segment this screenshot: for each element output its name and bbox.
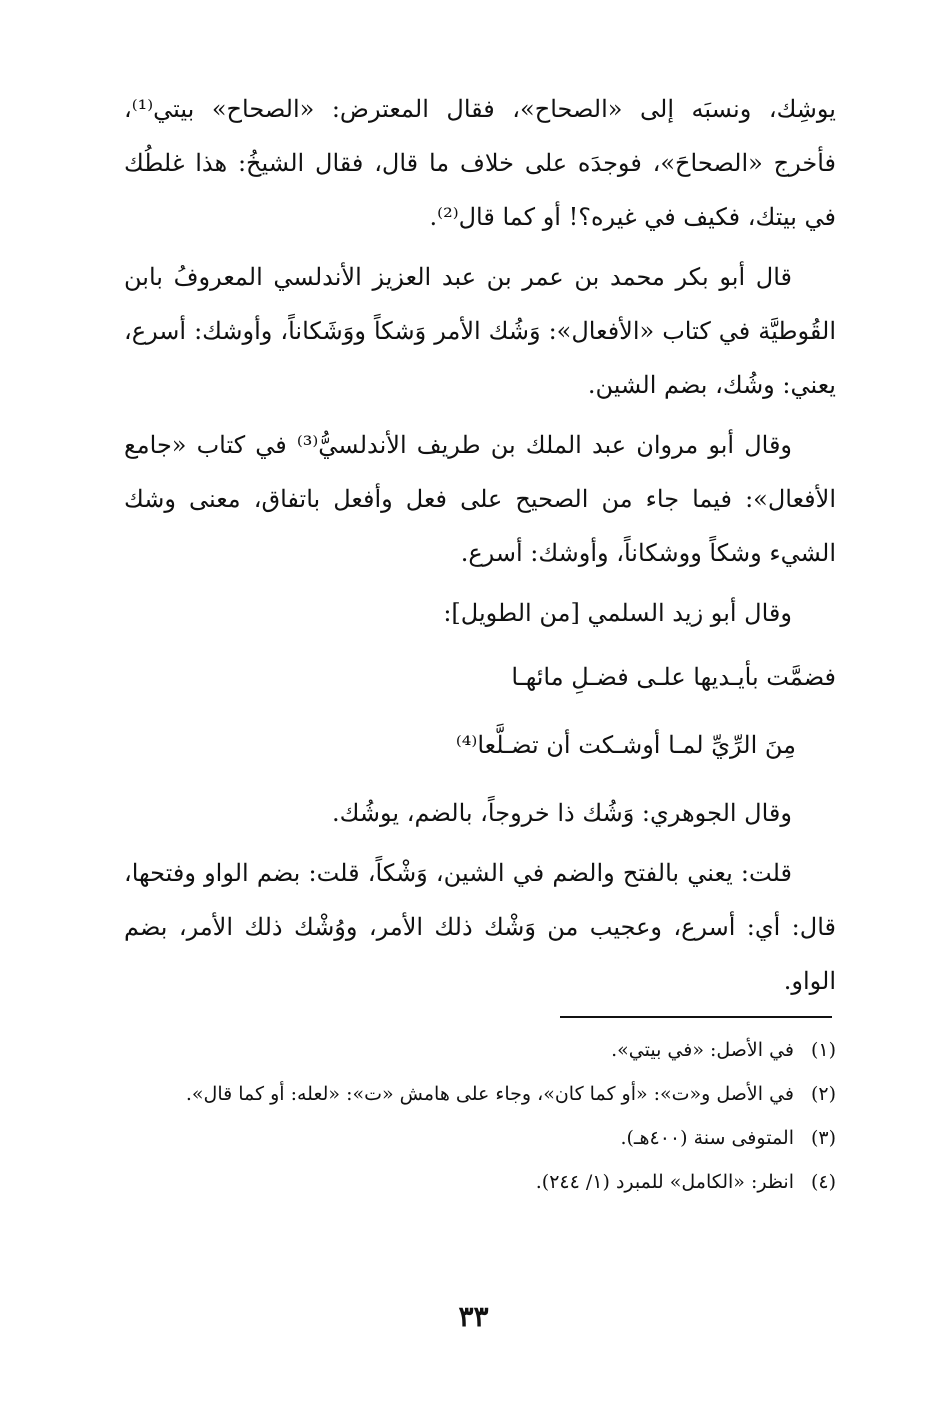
- footnote-divider: [560, 1016, 832, 1018]
- footnote-text: المتوفى سنة (٤٠٠هـ).: [620, 1127, 794, 1149]
- footnote-text: انظر: «الكامل» للمبرد (١/ ٢٤٤).: [535, 1171, 794, 1193]
- paragraph: قال أبو بكر محمد بن عمر بن عبد العزيز الأندلسي المعروفُ بابن القُوطيَّة في كتاب «الأفعال»: وَشُك الأمر وَشكاً ووَشَكاناً، وأوشك: أسرع، يعني: وشُك، بضم الشين.: [124, 263, 836, 399]
- footnote: [124, 1030, 836, 1070]
- footnotes: [124, 1030, 836, 1206]
- paragraph: وقال الجوهري: وَشُك ذا خروجاً، بالضم، يوشُك.: [332, 799, 792, 827]
- main-text: [124, 82, 836, 1014]
- footnote: [124, 1162, 836, 1202]
- page-number: ٣٣: [458, 1300, 489, 1333]
- footnote-text: في الأصل و«ت»: «أو كما كان»، وجاء على هامش «ت»: «لعله: أو كما قال».: [185, 1083, 794, 1105]
- paragraph: وقال أبو زيد السلمي [من الطويل]:: [443, 599, 792, 627]
- paragraph: وقال أبو مروان عبد الملك بن طريف الأندلسيُّ⁽³⁾ في كتاب «جامع الأفعال»: فيما جاء من الصحيح على فعل وأفعل باتفاق، معنى وشك الشيء وشكاً ووشكاناً، وأوشك: أسرع.: [124, 431, 836, 567]
- footnote-number: (١): [810, 1039, 836, 1061]
- footnote: [124, 1118, 836, 1158]
- footnote-number: (٤): [810, 1171, 836, 1193]
- verse-first-half: فضمَّت بأيـديها علـى فضـلِ مائهـا: [511, 663, 836, 691]
- paragraph: يوشِك، ونسبَه إلى «الصحاح»، فقال المعترض: «الصحاح» بيتي⁽¹⁾، فأخرج «الصحاحَ»، فوجدَه على خلاف ما قال، فقال الشيخُ: هذا غلطُك في بيتك، فكيف في غيره؟! أو كما قال⁽²⁾.: [124, 95, 836, 231]
- paragraph: قلت: يعني بالفتح والضم في الشين، وَشْكاً، قلت: بضم الواو وفتحها، قال: أي: أسرع، وعجيب من وَشْك ذلك الأمر، ووُشْك ذلك الأمر، بضم الواو.: [124, 859, 836, 995]
- verse-second-half: مِنَ الرِّيِّ لمـا أوشـكت أن تضـلَّعا⁽⁴⁾: [455, 731, 796, 759]
- footnote-number: (٣): [810, 1127, 836, 1149]
- footnote-number: (٢): [810, 1083, 836, 1105]
- footnote: [124, 1074, 836, 1114]
- footnote-text: في الأصل: «في بيتي».: [611, 1039, 794, 1061]
